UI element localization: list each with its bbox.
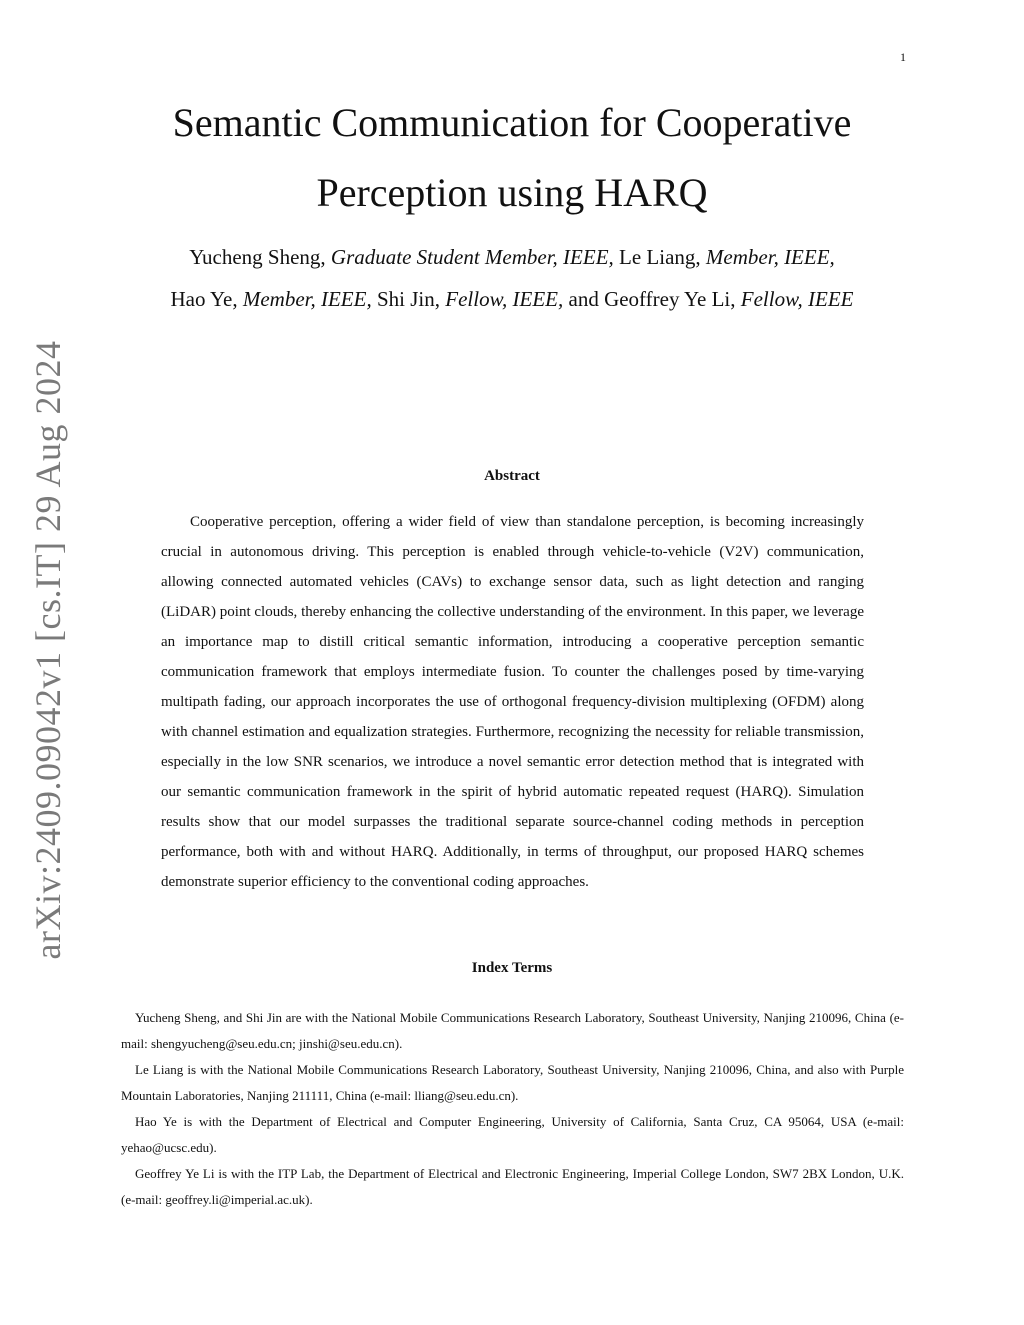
author-name: Hao Ye, xyxy=(170,287,238,311)
author-name: Yucheng Sheng, xyxy=(189,245,326,269)
author-name: and Geoffrey Ye Li, xyxy=(568,287,736,311)
author-name: Shi Jin, xyxy=(376,287,440,311)
title-line-1: Semantic Communication for Cooperative xyxy=(172,100,852,145)
arxiv-identifier-stamp: arXiv:2409.09042v1 [cs.IT] 29 Aug 2024 xyxy=(28,340,68,960)
author-role: Fellow, IEEE, xyxy=(445,287,564,311)
author-line-1 xyxy=(0,236,1024,278)
affiliation-footnotes xyxy=(121,1005,904,1213)
title-line-2: Perception using HARQ xyxy=(316,170,708,215)
author-list xyxy=(0,236,1024,320)
author-role: Member, IEEE, xyxy=(242,287,372,311)
author-role: Graduate Student Member, IEEE, xyxy=(330,245,614,269)
footnote: Geoffrey Ye Li is with the ITP Lab, the Department of Electrical and Electronic Engineering, Imperial College London, SW7 2BX London, U.K. (e-mail: geoffrey.li@imperial.ac.uk). xyxy=(121,1166,904,1207)
paper-title xyxy=(0,88,1024,228)
abstract-heading: Abstract xyxy=(484,468,540,484)
index-terms-heading: Index Terms xyxy=(471,960,553,976)
author-role: Fellow, IEEE xyxy=(740,287,854,311)
page-number: 1 xyxy=(900,50,906,64)
footnote: Hao Ye is with the Department of Electrical and Computer Engineering, University of California, Santa Cruz, CA 95064, USA (e-mail: yehao@ucsc.edu). xyxy=(121,1114,904,1155)
author-role: Member, IEEE, xyxy=(705,245,835,269)
abstract-text: Cooperative perception, offering a wider field of view than standalone perception, is becoming increasingly crucial in autonomous driving. This perception is enabled through vehicle-to-vehicle (V2V) communication, allowing connected automated vehicles (CAVs) to exchange sensor data, such as light detection and ranging (LiDAR) point clouds, thereby enhancing the collective understanding of the environment. In this paper, we leverage an importance map to distill critical semantic information, introducing a cooperative perception semantic communication framework that employs intermediate fusion. To counter the challenges posed by time-varying multipath fading, our approach incorporates the use of orthogonal frequency-division multiplexing (OFDM) along with channel estimation and equalization strategies. Furthermore, recognizing the necessity for reliable transmission, especially in the low SNR scenarios, we introduce a novel semantic error detection method that is integrated with our semantic communication framework in the spirit of hybrid automatic repeated request (HARQ). Simulation results show that our model surpasses the traditional separate source-channel coding methods in perception performance, both with and without HARQ. Additionally, in terms of throughput, our proposed HARQ schemes demonstrate superior efficiency to the conventional coding approaches. xyxy=(161,514,864,890)
footnote: Yucheng Sheng, and Shi Jin are with the National Mobile Communications Research Laboratory, Southeast University, Nanjing 210096, China (e-mail: shengyucheng@seu.edu.cn; jinshi@seu.edu.cn). xyxy=(121,1010,904,1051)
footnote: Le Liang is with the National Mobile Communications Research Laboratory, Southeast University, Nanjing 210096, China, and also with Purple Mountain Laboratories, Nanjing 211111, China (e-mail: lliang@seu.edu.cn). xyxy=(121,1062,904,1103)
author-line-2 xyxy=(0,278,1024,320)
author-name: Le Liang, xyxy=(619,245,701,269)
